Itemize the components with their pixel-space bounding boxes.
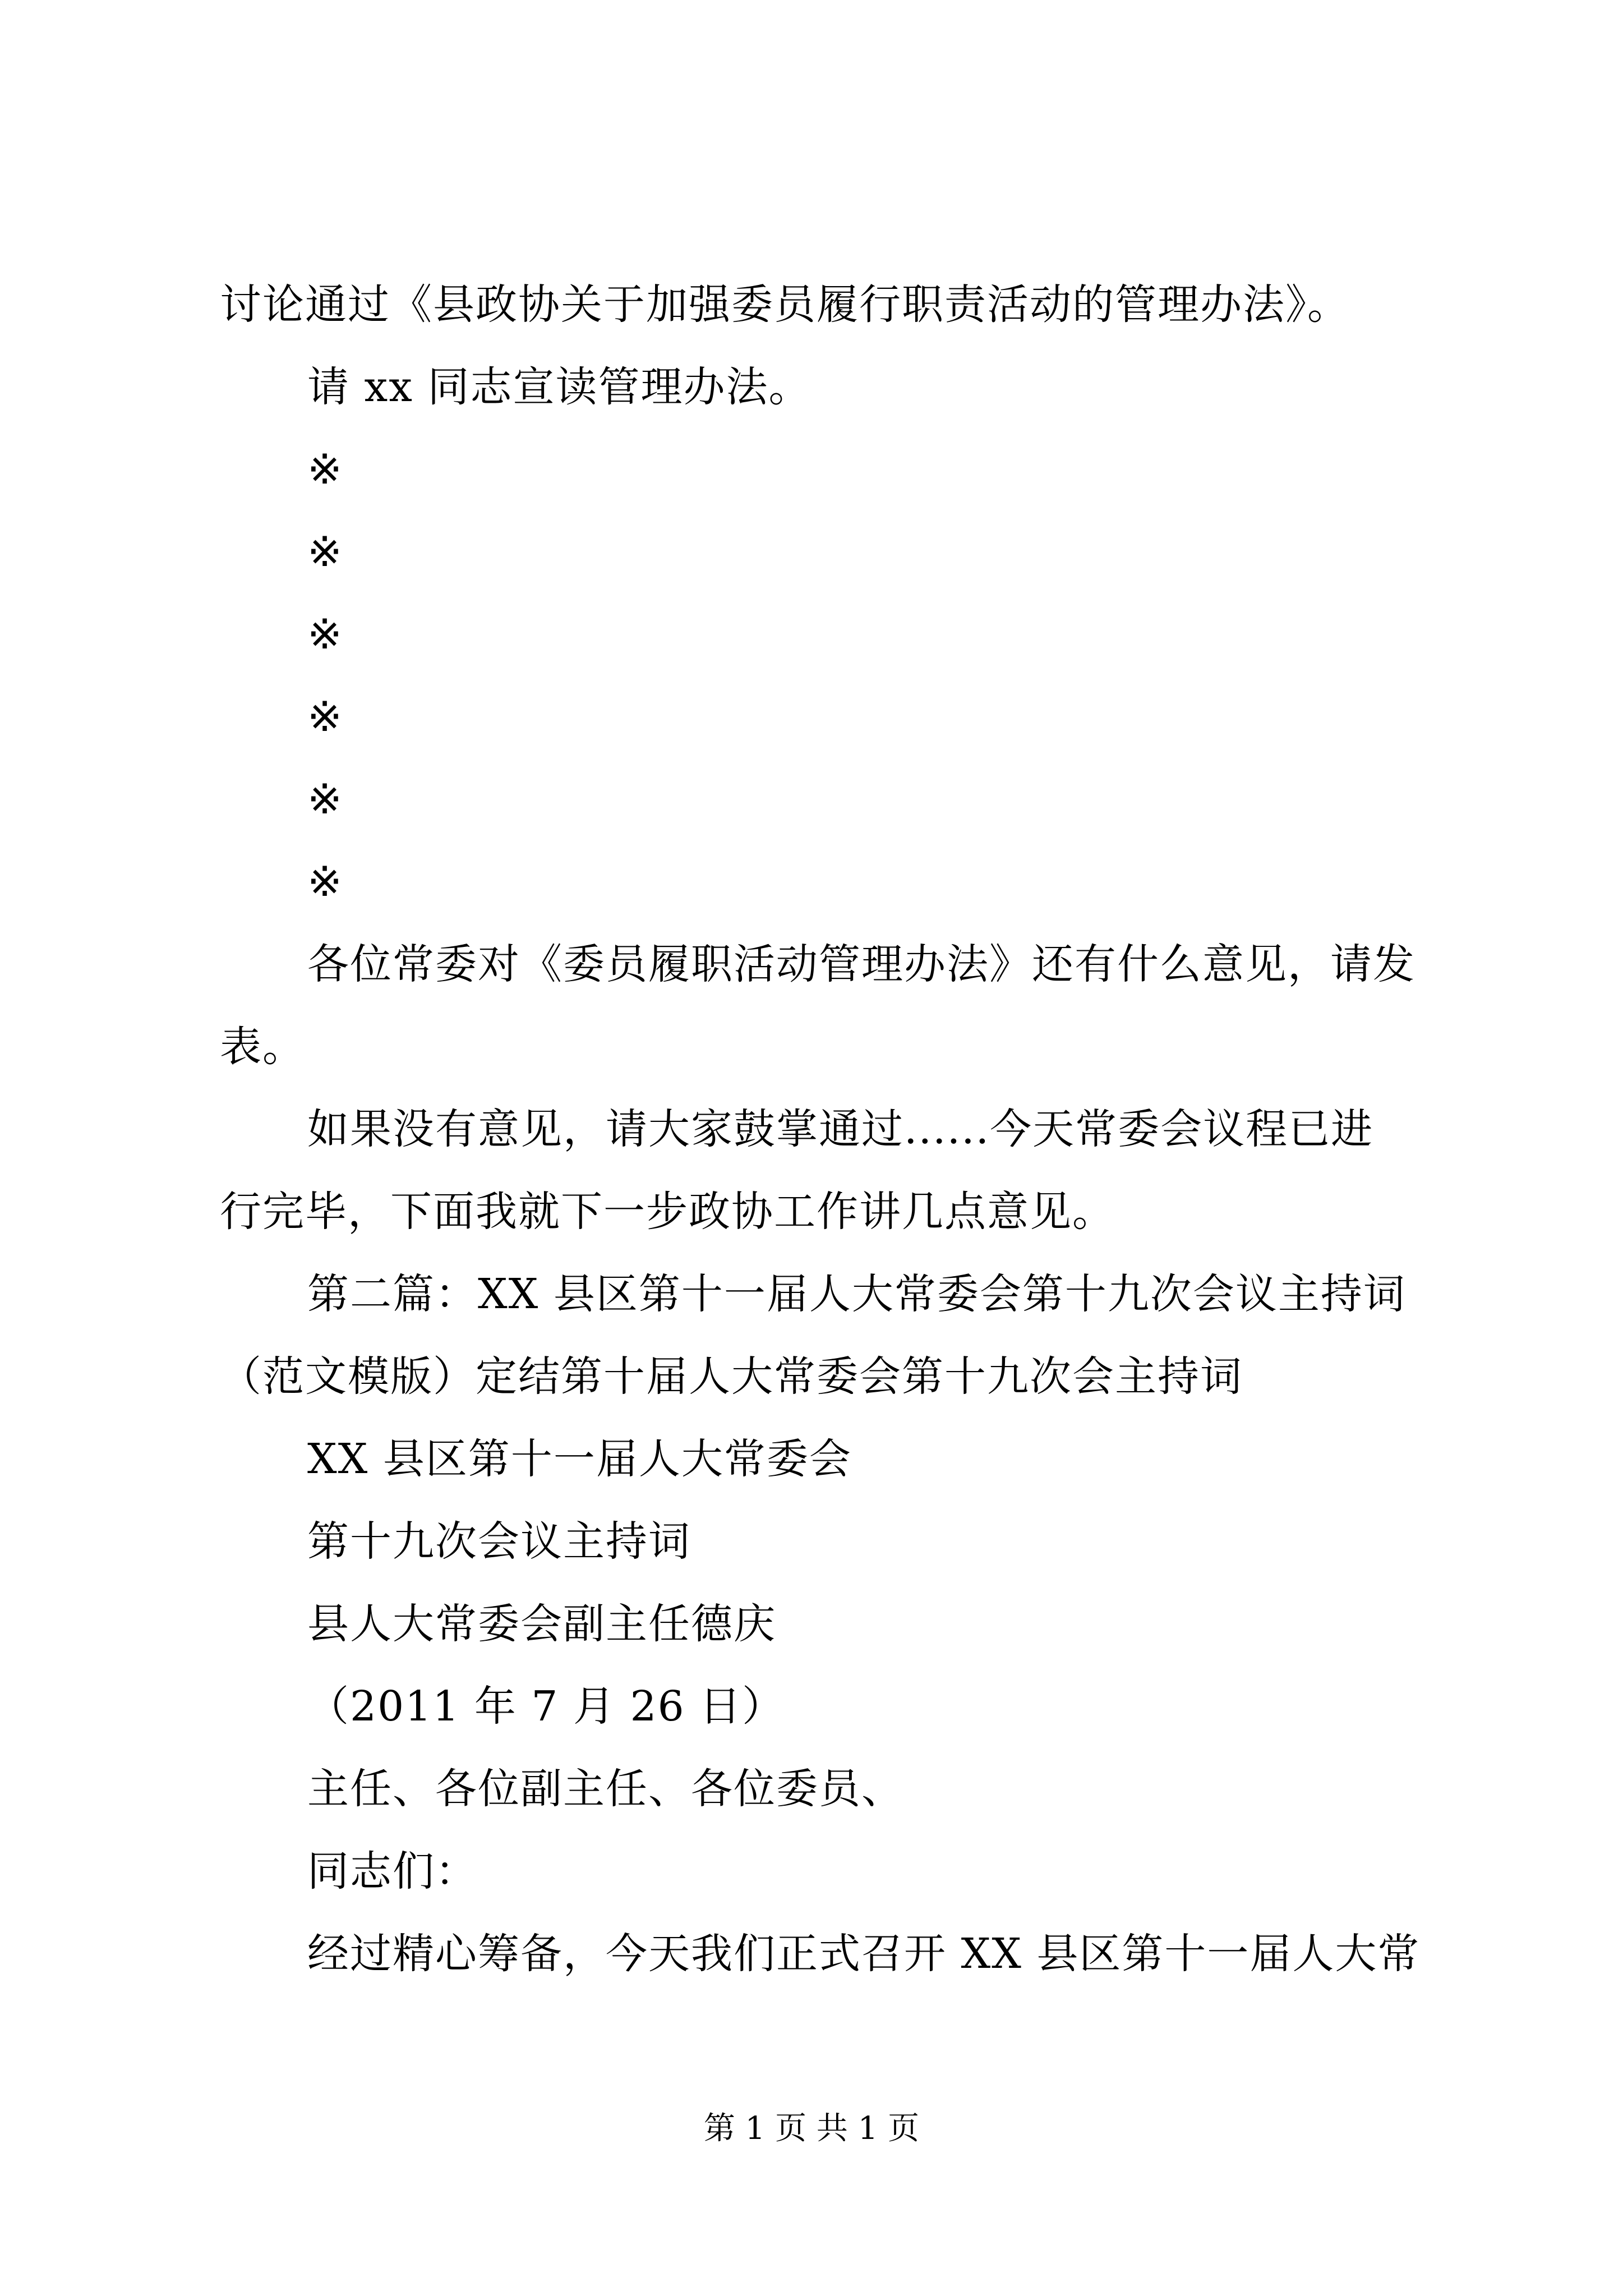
salutation-line: 同志们： — [307, 1847, 478, 1895]
title-line: XX 县区第十一届人大常委会 — [307, 1435, 852, 1483]
document-body — [220, 264, 1431, 1995]
title-line: 第十九次会议主持词 — [307, 1517, 691, 1566]
paragraph-line: 表。 — [220, 1023, 305, 1071]
salutation-line: 主任、各位副主任、各位委员、 — [307, 1765, 904, 1813]
paragraph-line: 讨论通过《县政协关于加强委员履行职责活动的管理办法》。 — [220, 280, 1350, 329]
speaker-line: 县人大常委会副主任德庆 — [307, 1600, 776, 1648]
page-number-footer: 第 1 页 共 1 页 — [703, 2110, 920, 2147]
date-line: （2011 年 7 月 26 日） — [307, 1682, 785, 1731]
paragraph-line: 如果没有意见，请大家鼓掌通过......今天常委会议程已进 — [307, 1105, 1374, 1153]
reference-mark: ※ — [307, 528, 344, 576]
reference-mark: ※ — [307, 445, 344, 494]
reference-mark: ※ — [307, 610, 344, 659]
paragraph-line: 经过精心筹备，今天我们正式召开 XX 县区第十一届人大常 — [307, 1930, 1421, 1978]
section-heading-line: （范文模版）定结第十届人大常委会第十九次会主持词 — [220, 1352, 1243, 1401]
paragraph-line: 行完毕，下面我就下一步政协工作讲几点意见。 — [220, 1188, 1115, 1236]
reference-mark: ※ — [307, 693, 344, 741]
paragraph-line: 请 xx 同志宣读管理办法。 — [307, 363, 811, 411]
paragraph-line: 各位常委对《委员履职活动管理办法》还有什么意见，请发 — [307, 940, 1415, 988]
reference-mark: ※ — [307, 775, 344, 823]
reference-mark: ※ — [307, 858, 344, 906]
section-heading-line: 第二篇：XX 县区第十一届人大常委会第十九次会议主持词 — [307, 1270, 1406, 1318]
